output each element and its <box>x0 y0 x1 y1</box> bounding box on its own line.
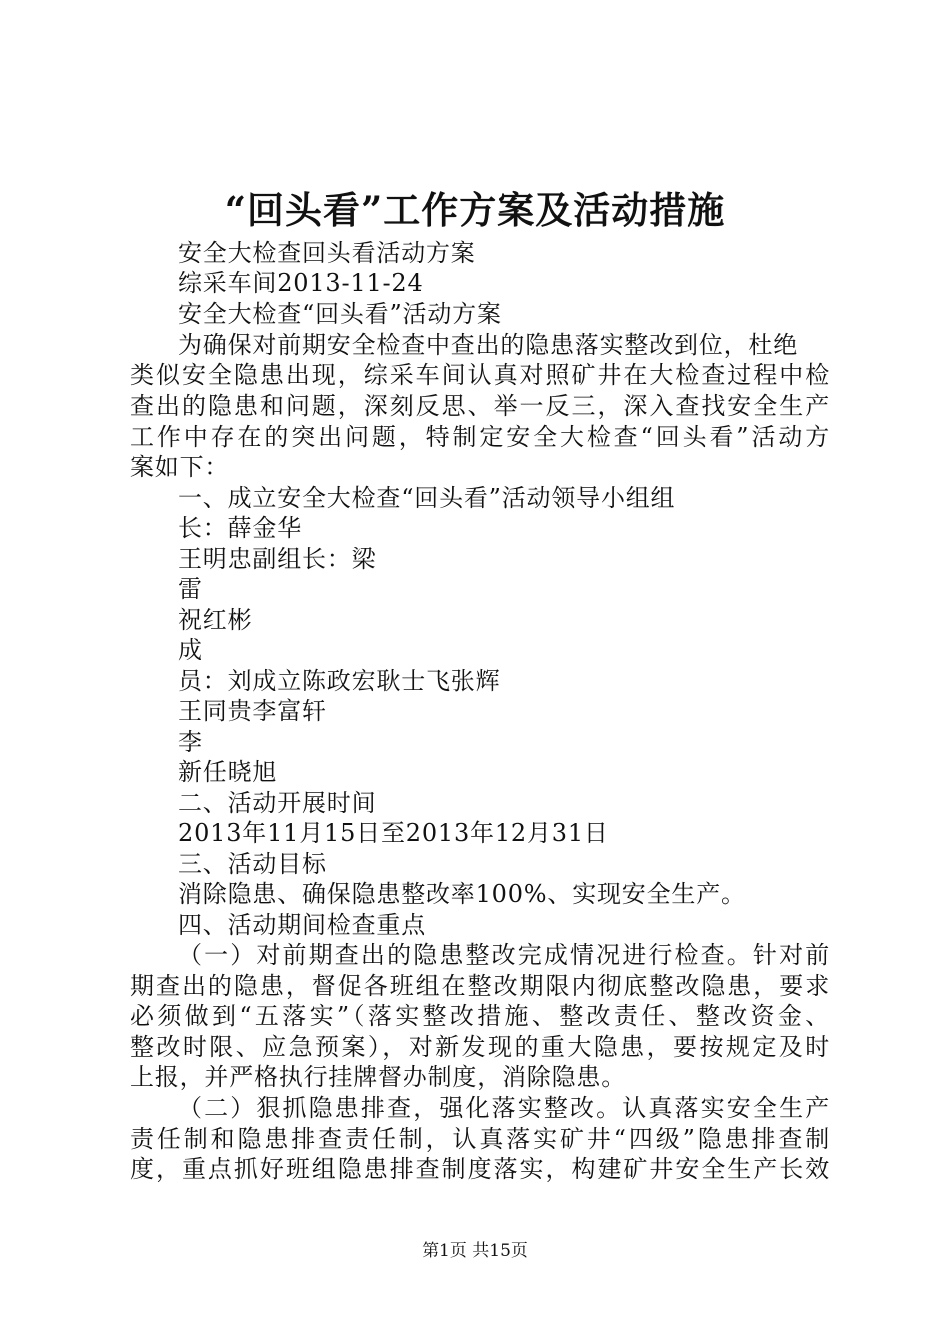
body-line: 案如下： <box>130 453 230 481</box>
section-heading: 三、活动目标 <box>178 850 327 878</box>
section-heading: 四、活动期间检查重点 <box>178 911 426 939</box>
body-line: 度，重点抓好班组隐患排查制度落实，构建矿井安全生产长效 <box>130 1155 830 1183</box>
body-line: 王同贵李富轩 <box>178 697 327 725</box>
body-line: 雷 <box>178 575 203 603</box>
body-line: 安全大检查“回头看”活动方案 <box>178 300 502 328</box>
body-line: 新任晓旭 <box>178 758 278 786</box>
body-line: 综采车间2013-11-24 <box>178 269 424 297</box>
body-line: 李 <box>178 728 203 756</box>
document-title: “回头看”工作方案及活动措施 <box>224 188 726 232</box>
body-line: 王明忠副组长：梁 <box>178 545 377 573</box>
body-line: 为确保对前期安全检查中查出的隐患落实整改到位，杜绝 <box>178 331 798 359</box>
body-line: 整改时限、应急预案），对新发现的重大隐患，要按规定及时 <box>130 1033 830 1061</box>
body-line: 2013年11月15日至2013年12月31日 <box>178 819 609 847</box>
body-line: 责任制和隐患排查责任制，认真落实矿井“四级”隐患排查制 <box>130 1125 830 1153</box>
body-line: 成 <box>178 636 203 664</box>
body-line: 期查出的隐患，督促各班组在整改期限内彻底整改隐患，要求 <box>130 972 830 1000</box>
body-line: 工作中存在的突出问题，特制定安全大检查“回头看”活动方 <box>130 423 830 451</box>
body-line: 上报，并严格执行挂牌督办制度，消除隐患。 <box>130 1063 626 1091</box>
body-line: 必须做到“五落实”（落实整改措施、整改责任、整改资金、 <box>130 1002 830 1030</box>
page-footer: 第1页 共15页 <box>422 1241 528 1261</box>
body-line: （二）狠抓隐患排查，强化落实整改。认真落实安全生产 <box>178 1094 830 1122</box>
body-line: 类似安全隐患出现，综采车间认真对照矿井在大检查过程中检 <box>130 361 830 389</box>
body-line: 员：刘成立陈政宏耿士飞张辉 <box>178 667 501 695</box>
body-line: 安全大检查回头看活动方案 <box>178 239 476 267</box>
body-line: 查出的隐患和问题，深刻反思、举一反三，深入查找安全生产 <box>130 392 830 420</box>
section-heading: 二、活动开展时间 <box>178 789 377 817</box>
body-line: 长：薛金华 <box>178 514 302 542</box>
body-line: 消除隐患、确保隐患整改率100%、实现安全生产。 <box>178 880 746 908</box>
section-heading: 一、成立安全大检查“回头看”活动领导小组组 <box>178 484 676 512</box>
body-line: （一）对前期查出的隐患整改完成情况进行检查。针对前 <box>178 941 830 969</box>
body-line: 祝红彬 <box>178 606 253 634</box>
